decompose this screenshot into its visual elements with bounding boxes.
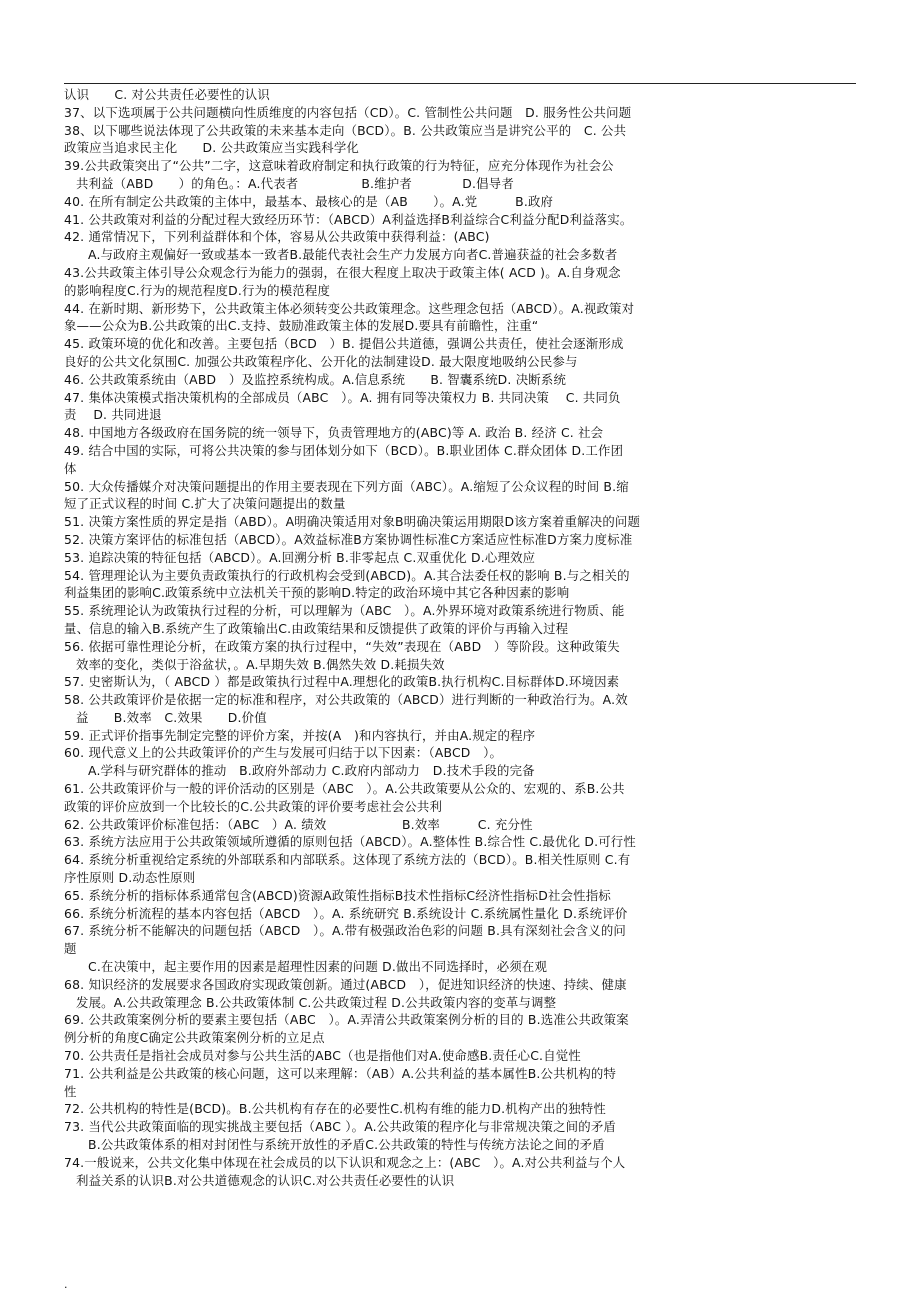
text-line: 48. 中国地方各级政府在国务院的统一领导下，负责管理地方的(ABC)等 A. 政治 B. 经济 C. 社会 [64,425,604,441]
text-line: 65. 系统分析的指标体系通常包含(ABCD)资源A政策性指标B技术性指标C经济性指标D社会性指标 [64,887,611,903]
text-line: 53. 追踪决策的特征包括（ABCD）。A.回溯分析 B.非零起点 C.双重优化 D.心理效应 [64,549,536,565]
text-line: 性 [64,1083,77,1099]
text-line: 56. 依据可靠性理论分析，在政策方案的执行过程中，“失效”表现在（ABD ）等阶段。这种政策失 [64,638,620,654]
text-line: 良好的公共文化氛围C. 加强公共政策程序化、公开化的法制建设D. 最大限度地吸纳公民参与 [64,353,578,369]
text-line: 量、信息的输入B.系统产生了政策输出C.由政策结果和反馈提供了政策的评价与再输入过程 [64,620,569,636]
text-line: 序性原则 D.动态性原则 [64,870,196,886]
text-line: 66. 系统分析流程的基本内容包括（ABCD ）。A. 系统研究 B.系统设计 C.系统属性量化 D.系统评价 [64,905,628,921]
text-line: 63. 系统方法应用于公共政策领域所遵循的原则包括（ABCD）。A.整体性 B.综合性 C.最优化 D.可行性 [64,834,636,850]
text-line: 62. 公共政策评价标准包括：（ABC ）A. 绩效 B.效率 C. 充分性 [64,816,533,832]
text-line: 体 [64,460,77,476]
footer-mark: . [64,1278,68,1291]
text-line: 43.公共政策主体引导公众观念行为能力的强弱，在很大程度上取决于政策主体( ACD )。A.自身观念 [64,264,621,280]
text-line: 42. 通常情况下，下列利益群体和个体，容易从公共政策中获得利益：(ABC) [64,229,490,245]
text-line: 50. 大众传播媒介对决策问题提出的作用主要表现在下列方面（ABC）。A.缩短了公众议程的时间 B.缩 [64,478,629,494]
text-line: A.学科与研究群体的推动 B.政府外部动力 C.政府内部动力 D.技术手段的完备 [88,763,535,779]
text-line: 40. 在所有制定公共政策的主体中，最基本、最核心的是（AB ）。A.党 B.政府 [64,193,554,209]
text-line: 52. 决策方案评估的标准包括（ABCD）。A效益标准B方案协调性标准C方案适应性标准D方案力度标准 [64,531,633,547]
text-line: 71. 公共利益是公共政策的核心问题，这可以来理解：（AB）A.公共利益的基本属性B.公共机构的特 [64,1065,617,1081]
text-line: 49. 结合中国的实际，可将公共决策的参与团体划分如下（BCD）。B.职业团体 C.群众团体 D.工作团 [64,442,624,458]
text-line: 例分析的角度C确定公共政策案例分析的立足点 [64,1030,325,1046]
text-line: 责 D. 共同进退 [64,407,162,423]
text-line: 64. 系统分析重视给定系统的外部联系和内部联系。这体现了系统方法的（BCD）。B.相关性原则 C.有 [64,852,631,868]
text-line: 44. 在新时期、新形势下，公共政策主体必须转变公共政策理念。这些理念包括（ABCD）。A.视政策对 [64,300,635,316]
text-line: 70. 公共责任是指社会成员对参与公共生活的ABC（也是指他们对A.使命感B.责任心C.自觉性 [64,1048,581,1064]
text-line: 利益关系的认识B.对公共道德观念的认识C.对公共责任必要性的认识 [76,1172,455,1188]
text-line: 38、以下哪些说法体现了公共政策的未来基本走向（BCD）。B. 公共政策应当是讲究公平的 C. 公共 [64,122,627,138]
text-line: 题 [64,941,77,957]
text-line: 政策应当追求民主化 D. 公共政策应当实践科学化 [64,140,360,156]
text-line: 59. 正式评价指事先制定完整的评价方案，并按(A )和内容执行，并由A.规定的程序 [64,727,536,743]
text-line: 54. 管理理论认为主要负责政策执行的行政机构会受到(ABCD)。A.其合法委任权的影响 B.与之相关的 [64,567,630,583]
text-line: 37、以下选项属于公共问题横向性质维度的内容包括（CD）。C. 管制性公共问题 D. 服务性公共问题 [64,104,632,120]
text-line: C.在决策中，起主要作用的因素是超理性因素的问题 D.做出不同选择时，必须在观 [88,959,548,975]
text-line: 的影响程度C.行为的规范程度D.行为的模范程度 [64,282,331,298]
text-line: 57. 史密斯认为，（ ABCD ）都是政策执行过程中A.理想化的政策B.执行机构C.目标群体D.环境因素 [64,674,620,690]
text-line: 45. 政策环境的优化和改善。主要包括（BCD ）B. 提倡公共道德，强调公共责任，使社会逐渐形成 [64,336,624,352]
document-body [64,86,856,1189]
header-rule [64,83,856,84]
text-line: 68. 知识经济的发展要求各国政府实现政策创新。通过(ABCD ），促进知识经济的快速、持续、健康 [64,976,627,992]
text-line: 短了正式议程的时间 C.扩大了决策问题提出的数量 [64,496,346,512]
text-line: 74.一般说来，公共文化集中体现在社会成员的以下认识和观念之上：(ABC ）。A.对公共利益与个人 [64,1154,626,1170]
text-line: B.公共政策体系的相对封闭性与系统开放性的矛盾C.公共政策的特性与传统方法论之间的矛盾 [88,1137,605,1153]
text-line: A.与政府主观偏好一致或基本一致者B.最能代表社会生产力发展方向者C.普遍获益的社会多数者 [88,247,618,263]
text-line: 政策的评价应放到一个比较长的C.公共政策的评价要考虑社会公共利 [64,798,443,814]
text-line: 47. 集体决策模式指决策机构的全部成员（ABC ）。A. 拥有同等决策权力 B. 共同决策 C. 共同负 [64,389,621,405]
text-line: 61. 公共政策评价与一般的评价活动的区别是（ABC ）。A.公共政策要从公众的、宏观的、系B.公共 [64,781,625,797]
text-line: 72. 公共机构的特性是(BCD)。B.公共机构有存在的必要性C.机构有维的能力D.机构产出的独特性 [64,1101,606,1117]
text-line: 共利益（ABD ）的角色。：A.代表者 B.维护者 D.倡导者 [76,175,514,191]
text-line: 55. 系统理论认为政策执行过程的分析，可以理解为（ABC ）。A.外界环境对政策系统进行物质、能 [64,603,625,619]
text-line: 益 B.效率 C.效果 D.价值 [76,709,267,725]
text-line: 39.公共政策突出了“公共”二字，这意味着政府制定和执行政策的行为特征，应充分体现作为社会公 [64,158,614,174]
text-line: 73. 当代公共政策面临的现实挑战主要包括（ABC ）。A.公共政策的程序化与非常规决策之间的矛盾 [64,1119,617,1135]
text-line: 发展。A.公共政策理念 B.公共政策体制 C.公共政策过程 D.公共政策内容的变革与调整 [76,994,557,1010]
text-line: 41. 公共政策对利益的分配过程大致经历环节：（ABCD）A利益选择B利益综合C利益分配D利益落实。 [64,211,633,227]
text-line: 67. 系统分析不能解决的问题包括（ABCD ）。A.带有极强政治色彩的问题 B.具有深刻社会含义的问 [64,923,627,939]
text-line: 46. 公共政策系统由（ABD ）及监控系统构成。A.信息系统 B. 智囊系统D. 决断系统 [64,371,567,387]
text-line: 51. 决策方案性质的界定是指（ABD）。A明确决策适用对象B明确决策运用期限D该方案着重解决的问题 [64,514,641,530]
text-line: 58. 公共政策评价是依据一定的标准和程序，对公共政策的（ABCD）进行判断的一种政治行为。A.效 [64,692,628,708]
text-line: 效率的变化，类似于浴盆状，。A.早期失效 B.偶然失效 D.耗损失效 [76,656,445,672]
text-line: 认识 C. 对公共责任必要性的认识 [64,87,270,102]
text-line: 象——公众为B.公共政策的出C.支持、鼓励准政策主体的发展D.要具有前瞻性，注重“ [64,318,539,334]
text-line: 60. 现代意义上的公共政策评价的产生与发展可归结于以下因素：（ABCD ）。 [64,745,503,761]
text-line: 利益集团的影响C.政策系统中立法机关干预的影响D.特定的政治环境中其它各种因素的影响 [64,585,570,601]
text-line: 69. 公共政策案例分析的要素主要包括（ABC ）。A.弄清公共政策案例分析的目的 B.选准公共政策案 [64,1012,629,1028]
